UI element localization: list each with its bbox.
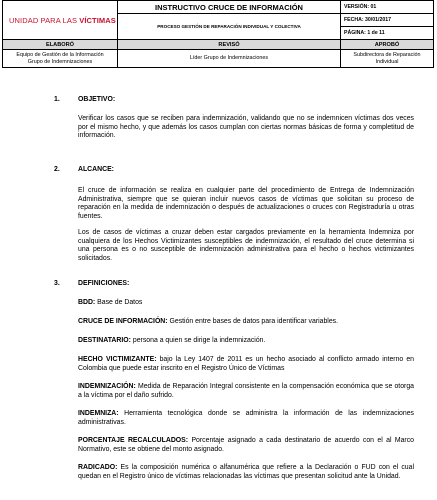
definition-item: RADICADO: Es la composición numérica o alfanumérica que refiere a la Declaración o FUD con el cual quedan en el Registro único de víctimas relacionadas las víctimas que presentan solicitud ante la Unidad. bbox=[78, 464, 414, 480]
document-header bbox=[2, 0, 434, 68]
elaboro-value: Equipo de Gestión de la Información Grupo de Indemnizaciones bbox=[3, 50, 118, 68]
reviso-header: REVISÓ bbox=[118, 40, 341, 50]
definition-item: BDD: Base de Datos bbox=[78, 299, 143, 306]
definition-item: PORCENTAJE RECALCULADOS: Porcentaje asignado a cada destinatario de acuerdo con el al Marco Normativo, este se obtiene del monto asignado. bbox=[78, 437, 414, 453]
version: VERSIÓN: 01 bbox=[341, 1, 434, 14]
logo-text: UNIDAD PARA LAS VÍCTIMAS bbox=[9, 15, 116, 25]
document-title: INSTRUCTIVO CRUCE DE INFORMACIÓN bbox=[118, 1, 341, 14]
paragraph: Los de casos de víctimas a cruzar deben estar cargados previamente en la herramienta Indemniza por cualquiera de los Hechos Victimizantes susceptibles de indemnización, el resultado del cruce determina si una persona es o no susceptible de indemnización administrativa para el hecho o hechos victimizantes solicitados. bbox=[78, 229, 414, 262]
paragraph: El cruce de información se realiza en cualquier parte del procedimiento de Entrega de Indemnización Administrativa, siempre que se quieran incluir nuevos casos de víctimas que solicitan su proceso de reparación en la medida de indemnización o después de actualizaciones o cruces con Registraduría u otras fuentes. bbox=[78, 187, 414, 220]
section-heading-objetivo: 1. OBJETIVO: bbox=[54, 96, 116, 103]
section-heading-definiciones: 3. DEFINICIONES: bbox=[54, 280, 130, 287]
definition-item: DESTINATARIO: persona a quien se dirige la indemnización. bbox=[78, 337, 266, 344]
process-name: PROCESO GESTIÓN DE REPARACIÓN INDIVIDUAL Y COLECTIVA bbox=[118, 14, 341, 40]
definition-item: HECHO VICTIMIZANTE: bajo la Ley 1407 de 2011 es un hecho asociado al conflicto armado interno en Colombia que puede estar inscrito en el Registro Único de Víctimas bbox=[78, 356, 414, 372]
aprobo-value: Subdirectora de Reparación Individual bbox=[341, 50, 434, 68]
aprobo-header: APROBÓ bbox=[341, 40, 434, 50]
definition-item: CRUCE DE INFORMACIÓN: Gestión entre bases de datos para identificar variables. bbox=[78, 318, 339, 325]
section-heading-alcance: 2. ALCANCE: bbox=[54, 166, 114, 173]
paragraph: Verificar los casos que se reciben para indemnización, validando que no se indemnicen víctimas dos veces por el mismo hecho, y que además los casos cumplan con ciertas normas básicas de forma y completitud de información. bbox=[78, 115, 414, 140]
definition-item: INDEMNIZA: Herramienta tecnológica donde se administra la información de las indemnizaciones administrativas. bbox=[78, 410, 414, 426]
elaboro-header: ELABORÓ bbox=[3, 40, 118, 50]
logo bbox=[6, 12, 114, 28]
reviso-value: Líder Grupo de Indemnizaciones bbox=[118, 50, 341, 68]
page-number: PÁGINA: 1 de 11 bbox=[341, 27, 434, 40]
logo-cell bbox=[3, 1, 118, 40]
document-date: FECHA: 30/01/2017 bbox=[341, 14, 434, 27]
definition-item: INDEMNIZACIÓN: Medida de Reparación Integral consistente en la compensación económica que se otorga a la víctima por el daño sufrido. bbox=[78, 383, 415, 399]
